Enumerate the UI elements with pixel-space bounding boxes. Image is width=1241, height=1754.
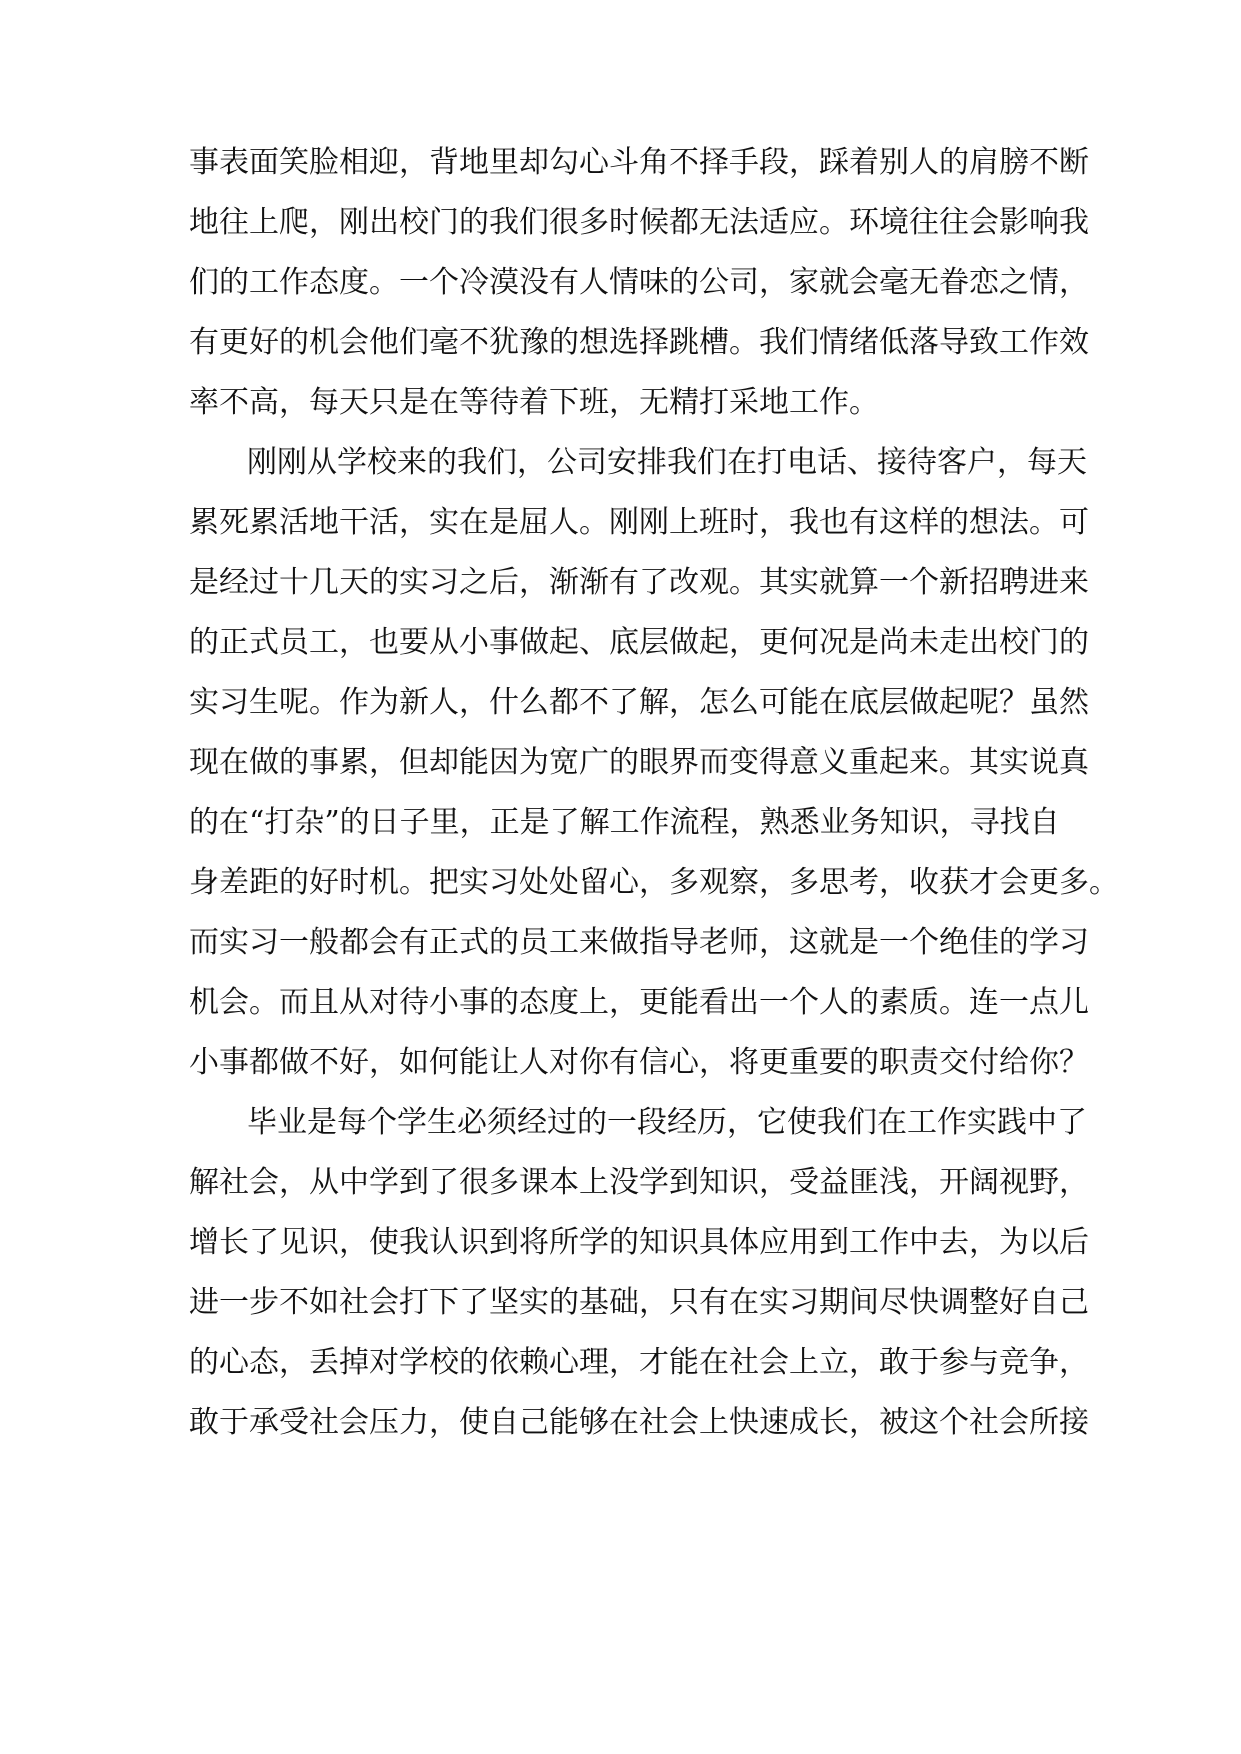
text-line: 小事都做不好，如何能让人对你有信心，将更重要的职责交付给你？ bbox=[189, 1045, 1089, 1080]
text-line: 事表面笑脸相迎，背地里却勾心斗角不择手段，踩着别人的肩膀不断 bbox=[189, 145, 1089, 180]
text-line: 实习生呢。作为新人，什么都不了解，怎么可能在底层做起呢？虽然 bbox=[189, 685, 1089, 720]
text-line: 而实习一般都会有正式的员工来做指导老师，这就是一个绝佳的学习 bbox=[189, 925, 1089, 960]
text-line: 进一步不如社会打下了坚实的基础，只有在实习期间尽快调整好自己 bbox=[189, 1285, 1089, 1320]
text-line: 敢于承受社会压力，使自己能够在社会上快速成长，被这个社会所接 bbox=[189, 1405, 1089, 1440]
text-line: 的在“打杂”的日子里，正是了解工作流程，熟悉业务知识，寻找自 bbox=[189, 805, 1060, 840]
text-line: 地往上爬，刚出校门的我们很多时候都无法适应。环境往往会影响我 bbox=[189, 205, 1089, 240]
text-line: 是经过十几天的实习之后，渐渐有了改观。其实就算一个新招聘进来 bbox=[189, 565, 1089, 600]
text-line: 累死累活地干活，实在是屈人。刚刚上班时，我也有这样的想法。可 bbox=[189, 505, 1089, 540]
text-line: 率不高，每天只是在等待着下班，无精打采地工作。 bbox=[189, 385, 879, 420]
text-line: 解社会，从中学到了很多课本上没学到知识，受益匪浅，开阔视野， bbox=[189, 1165, 1089, 1200]
text-line: 的正式员工，也要从小事做起、底层做起，更何况是尚未走出校门的 bbox=[189, 625, 1089, 660]
text-line: 的心态，丢掉对学校的依赖心理，才能在社会上立，敢于参与竞争， bbox=[189, 1345, 1089, 1380]
text-line: 增长了见识，使我认识到将所学的知识具体应用到工作中去，为以后 bbox=[189, 1225, 1089, 1260]
text-line: 现在做的事累，但却能因为宽广的眼界而变得意义重起来。其实说真 bbox=[189, 745, 1089, 780]
paragraph-first-line: 毕业是每个学生必须经过的一段经历，它使我们在工作实践中了 bbox=[247, 1105, 1087, 1140]
text-line: 机会。而且从对待小事的态度上，更能看出一个人的素质。连一点儿 bbox=[189, 985, 1089, 1020]
text-line: 有更好的机会他们毫不犹豫的想选择跳槽。我们情绪低落导致工作效 bbox=[189, 325, 1089, 360]
text-line: 身差距的好时机。把实习处处留心，多观察，多思考，收获才会更多。 bbox=[189, 865, 1119, 900]
paragraph-first-line: 刚刚从学校来的我们，公司安排我们在打电话、接待客户，每天 bbox=[247, 445, 1087, 480]
text-line: 们的工作态度。一个冷漠没有人情味的公司，家就会毫无眷恋之情， bbox=[189, 265, 1089, 300]
